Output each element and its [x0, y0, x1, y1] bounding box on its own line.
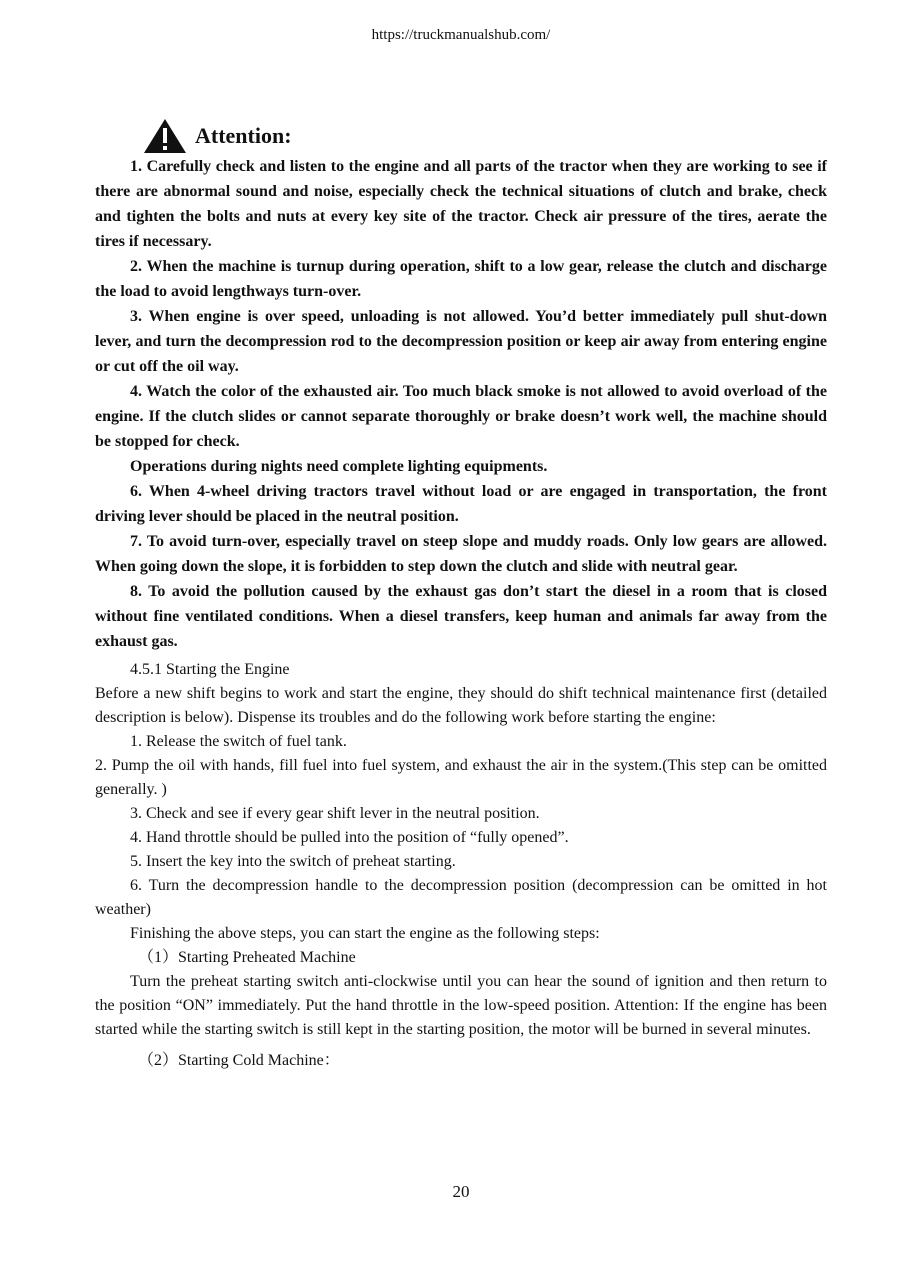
subsection-heading-cold: （2）Starting Cold Machine： — [138, 1052, 340, 1069]
subsection-text-preheated: Turn the preheat starting switch anti-clockwise until you can hear the sound of ignition and then return to the position “ON” immediately. Put the hand throttle in the low-speed position. Attention: If the engine has been started while the starting switch is still kept in the starting position, the motor will be burned in several minutes. — [95, 973, 827, 1038]
section-intro: Before a new shift begins to work and start the engine, they should do shift technical maintenance first (detailed description is below). Dispense its troubles and do the following work before starting the engine: — [95, 685, 827, 726]
attention-heading — [143, 118, 827, 154]
finishing-text: Finishing the above steps, you can start the engine as the following steps: — [130, 925, 600, 942]
attention-item: 3. When engine is over speed, unloading is not allowed. You’d better immediately pull shut-down lever, and turn the decompression rod to the decompression position or keep air away from entering engine or cut off the oil way. — [95, 308, 827, 375]
attention-title: Attention: — [195, 123, 292, 148]
step-item: 5. Insert the key into the switch of preheat starting. — [130, 853, 456, 870]
subsection-heading-preheated: （1）Starting Preheated Machine — [138, 949, 356, 966]
attention-item: 4. Watch the color of the exhausted air. Too much black smoke is not allowed to avoid overload of the engine. If the clutch slides or cannot separate thoroughly or brake doesn’t work well, the machine should be stopped for check. — [95, 383, 827, 450]
attention-item: 6. When 4-wheel driving tractors travel without load or are engaged in transportation, the front driving lever should be placed in the neutral position. — [95, 483, 827, 525]
step-item: 4. Hand throttle should be pulled into the position of “fully opened”. — [130, 829, 569, 846]
page-number: 20 — [452, 1182, 470, 1201]
page-content — [95, 118, 827, 1073]
attention-item: 2. When the machine is turnup during operation, shift to a low gear, release the clutch and discharge the load to avoid lengthways turn-over. — [95, 258, 827, 300]
starting-engine-section — [95, 658, 827, 1073]
warning-triangle-icon — [143, 118, 187, 154]
attention-item: Operations during nights need complete lighting equipments. — [130, 458, 548, 475]
step-item: 2. Pump the oil with hands, fill fuel into fuel system, and exhaust the air in the system.(This step can be omitted generally. ) — [95, 757, 827, 798]
attention-list — [95, 154, 827, 654]
attention-item: 1. Carefully check and listen to the engine and all parts of the tractor when they are working to see if there are abnormal sound and noise, especially check the technical situations of clutch and brake, check and tighten the bolts and nuts at every key site of the tractor. Check air pressure of the tires, aerate the tires if necessary. — [95, 158, 827, 250]
step-item: 6. Turn the decompression handle to the decompression position (decompression can be omitted in hot weather) — [95, 877, 827, 918]
attention-item: 8. To avoid the pollution caused by the exhaust gas don’t start the diesel in a room that is closed without fine ventilated conditions. When a diesel transfers, keep human and animals far away from the exhaust gas. — [95, 583, 827, 650]
attention-item: 7. To avoid turn-over, especially travel on steep slope and muddy roads. Only low gears are allowed. When going down the slope, it is forbidden to step down the clutch and slide with neutral gear. — [95, 533, 827, 575]
header-url: https://truckmanualshub.com/ — [371, 27, 551, 43]
step-item: 3. Check and see if every gear shift lever in the neutral position. — [130, 805, 540, 822]
section-heading: 4.5.1 Starting the Engine — [130, 661, 290, 678]
step-item: 1. Release the switch of fuel tank. — [130, 733, 347, 750]
